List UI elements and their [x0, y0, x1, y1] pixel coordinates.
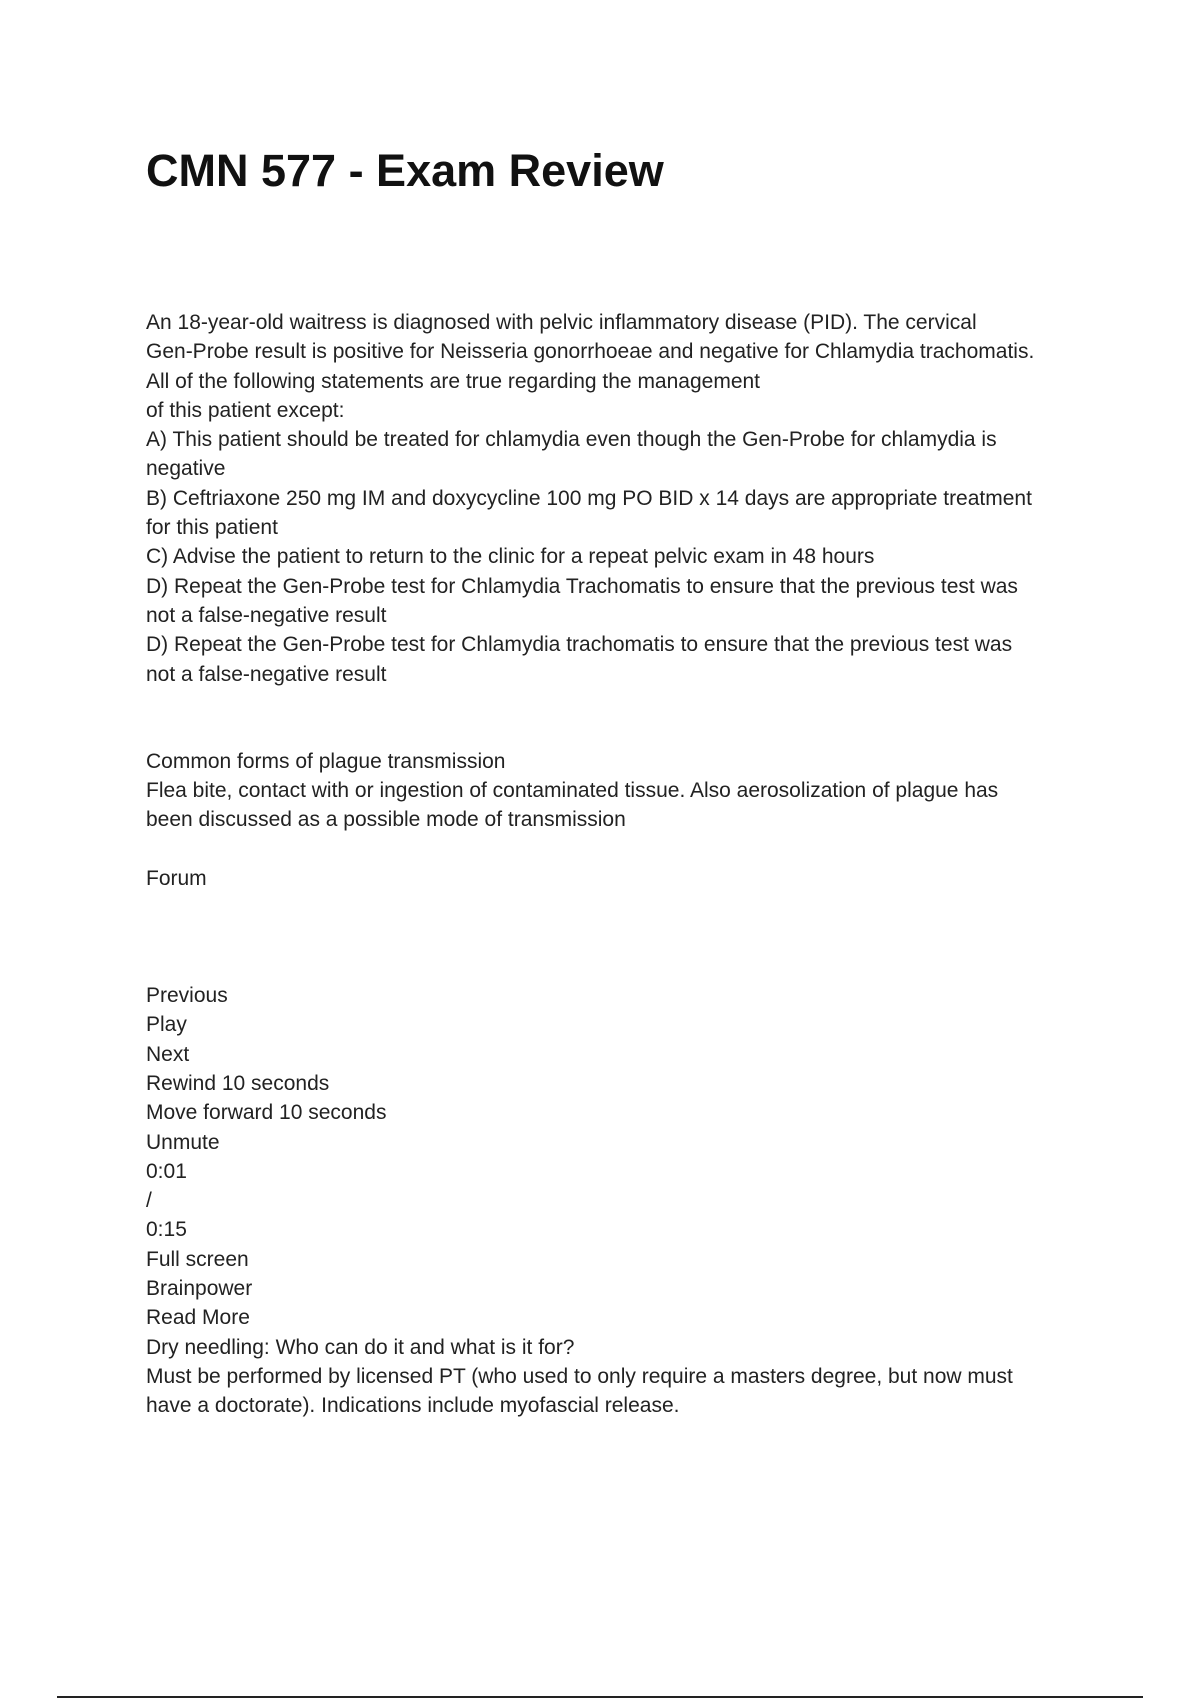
answer-option-c: C) Advise the patient to return to the clinic for a repeat pelvic exam in 48 hours — [146, 545, 875, 569]
read-more-link[interactable]: Read More — [146, 1306, 250, 1330]
fullscreen-button[interactable]: Full screen — [146, 1247, 249, 1271]
correct-answer-cont: not a false-negative result — [146, 662, 387, 686]
flashcard-definition-cont: been discussed as a possible mode of transmission — [146, 808, 626, 832]
answer-option-b: B) Ceftriaxone 250 mg IM and doxycycline 100 mg PO BID x 14 days are appropriate treatment — [146, 486, 1032, 510]
footer-divider — [57, 1696, 1143, 1698]
unmute-button[interactable]: Unmute — [146, 1130, 220, 1154]
previous-button[interactable]: Previous — [146, 984, 228, 1008]
answer-option-d-cont: not a false-negative result — [146, 603, 387, 627]
forum-link[interactable]: Forum — [146, 866, 207, 890]
document-body — [146, 308, 1096, 1421]
question-stem-line: All of the following statements are true regarding the management — [146, 369, 761, 393]
correct-answer: D) Repeat the Gen-Probe test for Chlamydia trachomatis to ensure that the previous test was — [146, 633, 1013, 657]
answer-option-d: D) Repeat the Gen-Probe test for Chlamydia Trachomatis to ensure that the previous test was — [146, 574, 1018, 598]
time-separator: / — [146, 1189, 152, 1213]
play-button[interactable]: Play — [146, 1013, 187, 1037]
flashcard-term: Common forms of plague transmission — [146, 749, 506, 773]
rewind-button[interactable]: Rewind 10 seconds — [146, 1071, 330, 1095]
current-time: 0:01 — [146, 1159, 187, 1183]
flashcard-definition: Must be performed by licensed PT (who used to only require a masters degree, but now must — [146, 1364, 1013, 1388]
flashcard-term: Dry needling: Who can do it and what is it for? — [146, 1335, 575, 1359]
answer-option-a-cont: negative — [146, 457, 226, 481]
question-block-pid — [146, 308, 1096, 689]
next-button[interactable]: Next — [146, 1042, 190, 1066]
flashcard-definition: Flea bite, contact with or ingestion of contaminated tissue. Also aerosolization of plague has — [146, 779, 999, 803]
forward-button[interactable]: Move forward 10 seconds — [146, 1101, 387, 1125]
question-stem-line: Gen-Probe result is positive for Neisseria gonorrhoeae and negative for Chlamydia trachomatis. — [146, 340, 1035, 364]
video-player-controls — [146, 981, 1096, 1333]
spacer — [146, 689, 1096, 747]
answer-option-b-cont: for this patient — [146, 516, 278, 540]
flashcard-definition-cont: have a doctorate). Indications include myofascial release. — [146, 1394, 680, 1418]
duration: 0:15 — [146, 1218, 187, 1242]
question-block-plague — [146, 747, 1096, 835]
spacer — [146, 893, 1096, 981]
brand-label: Brainpower — [146, 1277, 253, 1301]
answer-option-a: A) This patient should be treated for chlamydia even though the Gen-Probe for chlamydia is — [146, 428, 997, 452]
page-title: CMN 577 - Exam Review — [146, 145, 664, 196]
question-stem-line: An 18-year-old waitress is diagnosed with pelvic inflammatory disease (PID). The cervical — [146, 311, 977, 334]
spacer — [146, 835, 1096, 864]
question-block-dry-needling — [146, 1333, 1096, 1421]
question-stem-line: of this patient except: — [146, 398, 345, 422]
